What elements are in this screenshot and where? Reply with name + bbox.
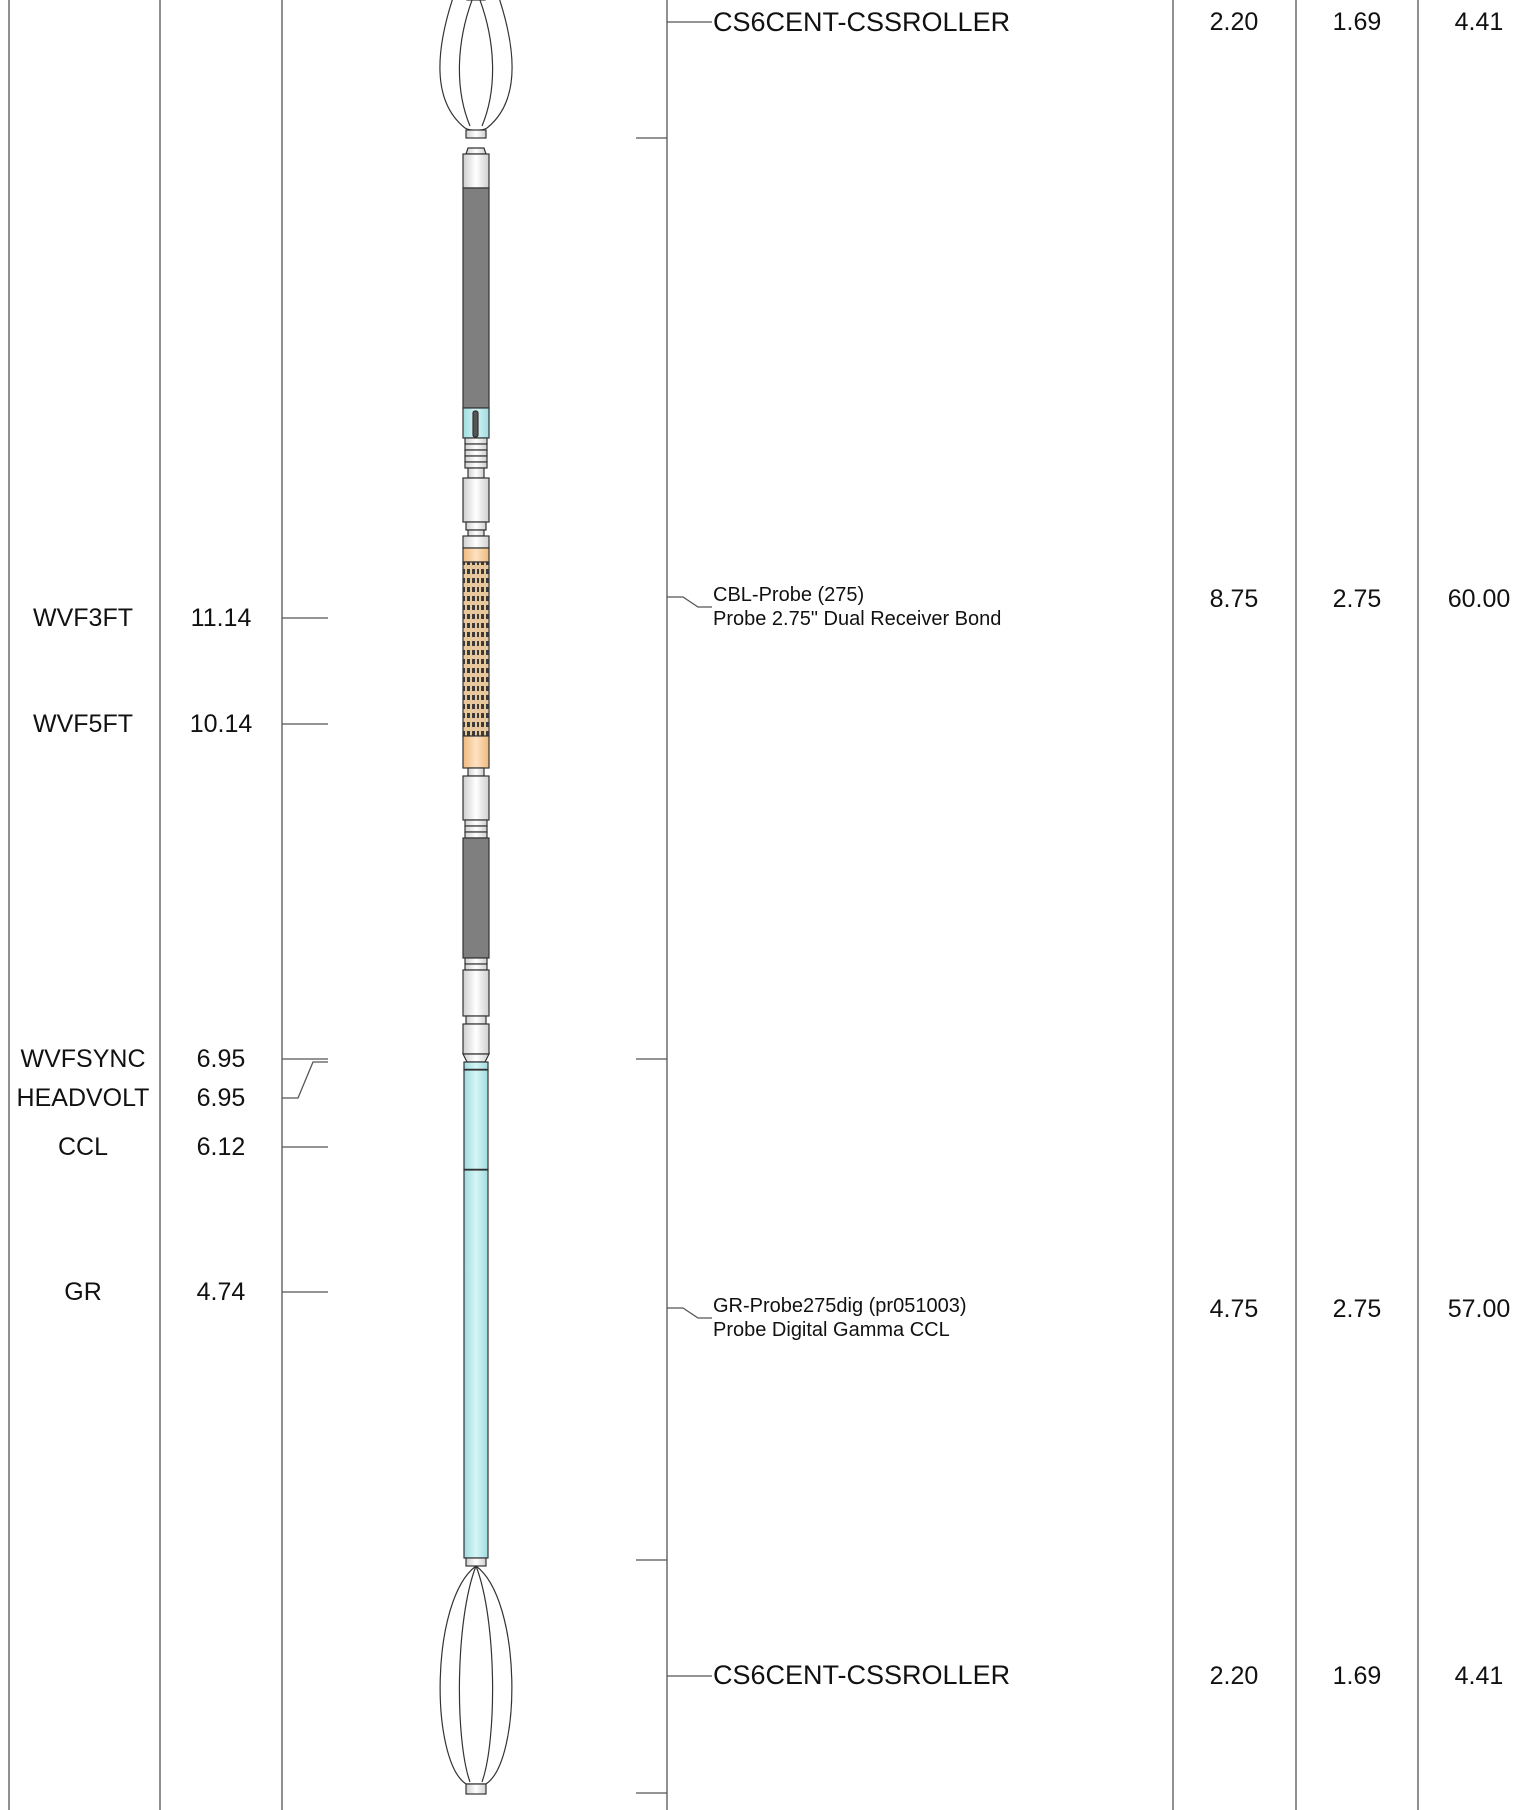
tool-callouts (636, 22, 712, 1793)
tool-length: 8.75 (1209, 585, 1259, 613)
tool-length: 2.20 (1209, 8, 1259, 36)
cbl-probe-body (463, 148, 489, 1062)
sensor-name-headvolt: HEADVOLT (16, 1084, 150, 1112)
tool-length: 4.75 (1209, 1295, 1259, 1323)
tool-name-centralizer-top: CS6CENT-CSSROLLER (713, 7, 1011, 37)
sensor-offset-gr: 4.74 (196, 1278, 246, 1306)
tool-name-cbl-probe: CBL-Probe (275) (713, 584, 865, 606)
sensor-name-wvf3ft: WVF3FT (33, 604, 133, 632)
centralizer-top (440, 0, 512, 138)
sensor-leader-headvolt (282, 1062, 328, 1098)
sensor-offset-ccl: 6.12 (196, 1133, 246, 1161)
centralizer-bottom (440, 1566, 512, 1794)
tool-string (440, 0, 512, 1794)
sensor-offset-wvfsync: 6.95 (196, 1045, 246, 1073)
sensor-name-ccl: CCL (57, 1133, 108, 1161)
callout-gr-probe (667, 1308, 712, 1318)
tool-od: 1.69 (1332, 8, 1382, 36)
gr-probe-body (464, 1062, 488, 1566)
sensor-name-gr: GR (64, 1278, 102, 1306)
tool-description-gr-probe: Probe Digital Gamma CCL (713, 1319, 950, 1341)
tool-od: 2.75 (1332, 585, 1382, 613)
sensor-offset-headvolt: 6.95 (196, 1084, 246, 1112)
callout-cbl-probe (667, 597, 712, 607)
tool-od: 1.69 (1332, 1662, 1382, 1690)
tool-weight: 57.00 (1447, 1295, 1511, 1323)
tool-weight: 4.41 (1454, 8, 1504, 36)
tool-od: 2.75 (1332, 1295, 1382, 1323)
sensor-name-wvf5ft: WVF5FT (33, 710, 133, 738)
column-separators (9, 0, 1418, 1810)
sensor-name-wvfsync: WVFSYNC (20, 1045, 146, 1073)
tool-length: 2.20 (1209, 1662, 1259, 1690)
tool-description-cbl-probe: Probe 2.75" Dual Receiver Bond (713, 608, 1002, 630)
tool-name-centralizer-bottom: CS6CENT-CSSROLLER (713, 1660, 1011, 1690)
tool-weight: 60.00 (1447, 585, 1511, 613)
tool-weight: 4.41 (1454, 1662, 1504, 1690)
sensor-leaders (282, 618, 328, 1292)
sensor-offset-wvf5ft: 10.14 (189, 710, 253, 738)
tool-name-gr-probe: GR-Probe275dig (pr051003) (713, 1295, 967, 1317)
sensor-offset-wvf3ft: 11.14 (190, 604, 252, 632)
